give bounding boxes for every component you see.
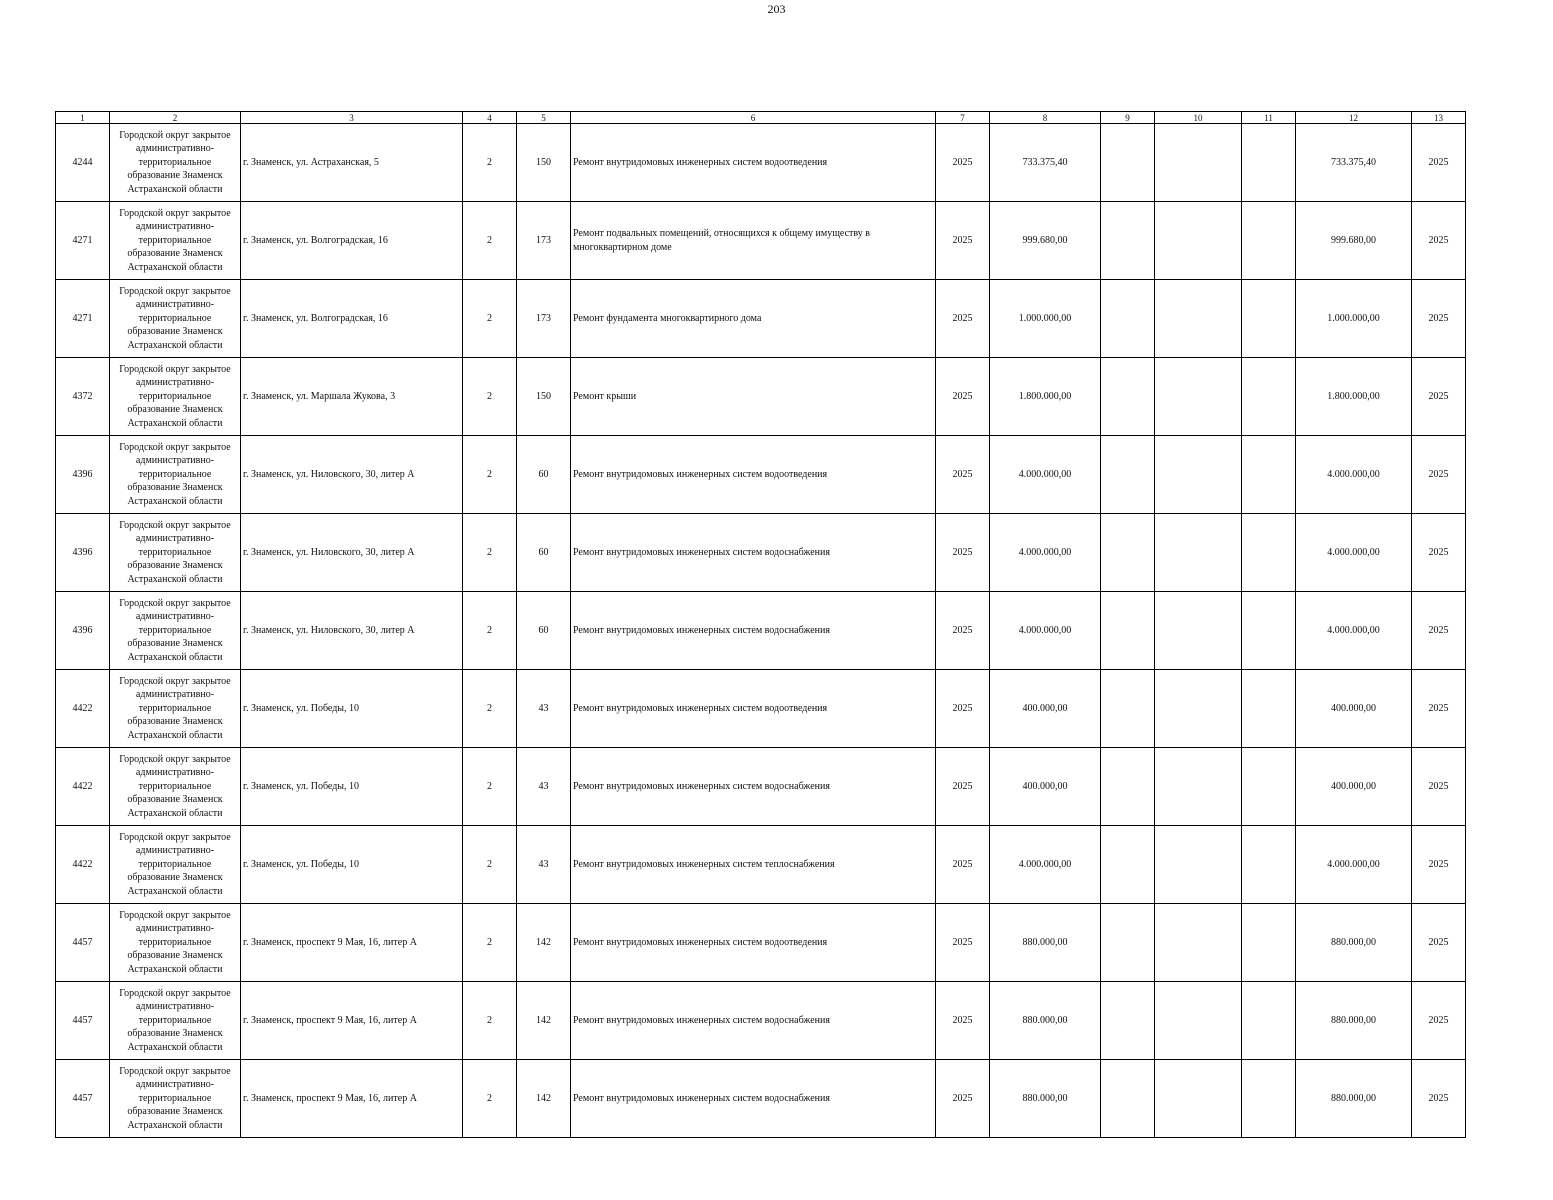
col10-cell <box>1155 982 1242 1060</box>
record-id-cell: 4457 <box>56 982 110 1060</box>
record-id-cell: 4372 <box>56 358 110 436</box>
municipality-cell: Городской округ закрытое административно-территориальное образование Знаменск Астраханской области <box>110 358 241 436</box>
completion-year-cell: 2025 <box>1412 592 1466 670</box>
total-cost-cell: 4.000.000,00 <box>1296 514 1412 592</box>
municipality-cell: Городской округ закрытое административно-территориальное образование Знаменск Астраханской области <box>110 592 241 670</box>
col5-cell: 43 <box>517 748 571 826</box>
col10-cell <box>1155 280 1242 358</box>
col11-cell <box>1242 1060 1296 1138</box>
year-cell: 2025 <box>936 202 990 280</box>
record-id-cell: 4422 <box>56 826 110 904</box>
table-row <box>56 826 1466 904</box>
year-cell: 2025 <box>936 358 990 436</box>
col4-cell: 2 <box>463 358 517 436</box>
table-row <box>56 514 1466 592</box>
col9-cell <box>1101 826 1155 904</box>
work-type-cell: Ремонт крыши <box>571 358 936 436</box>
column-header-7: 7 <box>936 112 990 124</box>
col9-cell <box>1101 514 1155 592</box>
col5-cell: 150 <box>517 124 571 202</box>
completion-year-cell: 2025 <box>1412 982 1466 1060</box>
year-cell: 2025 <box>936 904 990 982</box>
total-cost-cell: 4.000.000,00 <box>1296 436 1412 514</box>
address-cell: г. Знаменск, ул. Астраханская, 5 <box>241 124 463 202</box>
municipality-cell: Городской округ закрытое административно-территориальное образование Знаменск Астраханской области <box>110 1060 241 1138</box>
address-cell: г. Знаменск, ул. Волгоградская, 16 <box>241 202 463 280</box>
page-number: 203 <box>767 2 786 16</box>
municipality-cell: Городской округ закрытое административно-территориальное образование Знаменск Астраханской области <box>110 826 241 904</box>
cost-cell: 400.000,00 <box>990 670 1101 748</box>
column-header-4: 4 <box>463 112 517 124</box>
record-id-cell: 4396 <box>56 436 110 514</box>
col4-cell: 2 <box>463 592 517 670</box>
record-id-cell: 4396 <box>56 592 110 670</box>
address-cell: г. Знаменск, проспект 9 Мая, 16, литер А <box>241 982 463 1060</box>
year-cell: 2025 <box>936 1060 990 1138</box>
col11-cell <box>1242 904 1296 982</box>
work-type-cell: Ремонт внутридомовых инженерных систем водоснабжения <box>571 982 936 1060</box>
cost-cell: 1.800.000,00 <box>990 358 1101 436</box>
table-row <box>56 592 1466 670</box>
col11-cell <box>1242 826 1296 904</box>
col9-cell <box>1101 748 1155 826</box>
total-cost-cell: 880.000,00 <box>1296 982 1412 1060</box>
col11-cell <box>1242 124 1296 202</box>
address-cell: г. Знаменск, ул. Волгоградская, 16 <box>241 280 463 358</box>
col11-cell <box>1242 202 1296 280</box>
year-cell: 2025 <box>936 514 990 592</box>
col11-cell <box>1242 358 1296 436</box>
col9-cell <box>1101 202 1155 280</box>
year-cell: 2025 <box>936 982 990 1060</box>
record-id-cell: 4244 <box>56 124 110 202</box>
column-header-9: 9 <box>1101 112 1155 124</box>
col9-cell <box>1101 124 1155 202</box>
completion-year-cell: 2025 <box>1412 1060 1466 1138</box>
record-id-cell: 4422 <box>56 748 110 826</box>
col9-cell <box>1101 1060 1155 1138</box>
cost-cell: 4.000.000,00 <box>990 826 1101 904</box>
year-cell: 2025 <box>936 748 990 826</box>
col11-cell <box>1242 514 1296 592</box>
municipality-cell: Городской округ закрытое административно-территориальное образование Знаменск Астраханской области <box>110 436 241 514</box>
col4-cell: 2 <box>463 124 517 202</box>
column-header-6: 6 <box>571 112 936 124</box>
col10-cell <box>1155 826 1242 904</box>
address-cell: г. Знаменск, ул. Победы, 10 <box>241 748 463 826</box>
address-cell: г. Знаменск, ул. Ниловского, 30, литер А <box>241 436 463 514</box>
column-header-2: 2 <box>110 112 241 124</box>
municipality-cell: Городской округ закрытое административно-территориальное образование Знаменск Астраханской области <box>110 904 241 982</box>
column-number-row <box>56 112 1466 124</box>
column-header-3: 3 <box>241 112 463 124</box>
repair-program-table <box>55 111 1466 1138</box>
completion-year-cell: 2025 <box>1412 280 1466 358</box>
total-cost-cell: 733.375,40 <box>1296 124 1412 202</box>
col10-cell <box>1155 592 1242 670</box>
col5-cell: 142 <box>517 1060 571 1138</box>
table-row <box>56 1060 1466 1138</box>
column-header-13: 13 <box>1412 112 1466 124</box>
total-cost-cell: 880.000,00 <box>1296 904 1412 982</box>
column-header-10: 10 <box>1155 112 1242 124</box>
col9-cell <box>1101 670 1155 748</box>
address-cell: г. Знаменск, ул. Маршала Жукова, 3 <box>241 358 463 436</box>
municipality-cell: Городской округ закрытое административно-территориальное образование Знаменск Астраханской области <box>110 202 241 280</box>
col11-cell <box>1242 982 1296 1060</box>
total-cost-cell: 400.000,00 <box>1296 748 1412 826</box>
col10-cell <box>1155 1060 1242 1138</box>
table-row <box>56 982 1466 1060</box>
work-type-cell: Ремонт внутридомовых инженерных систем теплоснабжения <box>571 826 936 904</box>
work-type-cell: Ремонт внутридомовых инженерных систем водоснабжения <box>571 514 936 592</box>
address-cell: г. Знаменск, ул. Ниловского, 30, литер А <box>241 514 463 592</box>
col4-cell: 2 <box>463 670 517 748</box>
col4-cell: 2 <box>463 904 517 982</box>
col9-cell <box>1101 982 1155 1060</box>
col5-cell: 142 <box>517 982 571 1060</box>
col5-cell: 60 <box>517 592 571 670</box>
table-row <box>56 358 1466 436</box>
total-cost-cell: 999.680,00 <box>1296 202 1412 280</box>
col10-cell <box>1155 670 1242 748</box>
col10-cell <box>1155 514 1242 592</box>
col4-cell: 2 <box>463 514 517 592</box>
municipality-cell: Городской округ закрытое административно-территориальное образование Знаменск Астраханской области <box>110 670 241 748</box>
col5-cell: 142 <box>517 904 571 982</box>
total-cost-cell: 400.000,00 <box>1296 670 1412 748</box>
total-cost-cell: 4.000.000,00 <box>1296 592 1412 670</box>
year-cell: 2025 <box>936 436 990 514</box>
completion-year-cell: 2025 <box>1412 748 1466 826</box>
completion-year-cell: 2025 <box>1412 826 1466 904</box>
completion-year-cell: 2025 <box>1412 202 1466 280</box>
address-cell: г. Знаменск, ул. Ниловского, 30, литер А <box>241 592 463 670</box>
year-cell: 2025 <box>936 124 990 202</box>
column-header-5: 5 <box>517 112 571 124</box>
col4-cell: 2 <box>463 826 517 904</box>
table-body <box>56 124 1466 1138</box>
year-cell: 2025 <box>936 280 990 358</box>
col11-cell <box>1242 748 1296 826</box>
col4-cell: 2 <box>463 436 517 514</box>
column-header-1: 1 <box>56 112 110 124</box>
col4-cell: 2 <box>463 748 517 826</box>
table-row <box>56 202 1466 280</box>
total-cost-cell: 1.800.000,00 <box>1296 358 1412 436</box>
table-row <box>56 124 1466 202</box>
table-row <box>56 670 1466 748</box>
col10-cell <box>1155 436 1242 514</box>
address-cell: г. Знаменск, ул. Победы, 10 <box>241 670 463 748</box>
col11-cell <box>1242 436 1296 514</box>
col9-cell <box>1101 280 1155 358</box>
work-type-cell: Ремонт внутридомовых инженерных систем водоотведения <box>571 436 936 514</box>
col9-cell <box>1101 358 1155 436</box>
year-cell: 2025 <box>936 670 990 748</box>
completion-year-cell: 2025 <box>1412 436 1466 514</box>
col11-cell <box>1242 670 1296 748</box>
work-type-cell: Ремонт фундамента многоквартирного дома <box>571 280 936 358</box>
col4-cell: 2 <box>463 202 517 280</box>
year-cell: 2025 <box>936 592 990 670</box>
col5-cell: 150 <box>517 358 571 436</box>
cost-cell: 999.680,00 <box>990 202 1101 280</box>
record-id-cell: 4457 <box>56 904 110 982</box>
col9-cell <box>1101 592 1155 670</box>
completion-year-cell: 2025 <box>1412 514 1466 592</box>
table-row <box>56 436 1466 514</box>
completion-year-cell: 2025 <box>1412 904 1466 982</box>
total-cost-cell: 4.000.000,00 <box>1296 826 1412 904</box>
col5-cell: 60 <box>517 436 571 514</box>
cost-cell: 4.000.000,00 <box>990 436 1101 514</box>
col10-cell <box>1155 202 1242 280</box>
table-row <box>56 280 1466 358</box>
record-id-cell: 4271 <box>56 202 110 280</box>
municipality-cell: Городской округ закрытое административно-территориальное образование Знаменск Астраханской области <box>110 124 241 202</box>
col4-cell: 2 <box>463 982 517 1060</box>
cost-cell: 733.375,40 <box>990 124 1101 202</box>
address-cell: г. Знаменск, проспект 9 Мая, 16, литер А <box>241 904 463 982</box>
cost-cell: 1.000.000,00 <box>990 280 1101 358</box>
col5-cell: 173 <box>517 280 571 358</box>
work-type-cell: Ремонт внутридомовых инженерных систем водоотведения <box>571 124 936 202</box>
total-cost-cell: 880.000,00 <box>1296 1060 1412 1138</box>
cost-cell: 880.000,00 <box>990 1060 1101 1138</box>
completion-year-cell: 2025 <box>1412 124 1466 202</box>
col9-cell <box>1101 904 1155 982</box>
table-row <box>56 748 1466 826</box>
record-id-cell: 4396 <box>56 514 110 592</box>
cost-cell: 400.000,00 <box>990 748 1101 826</box>
col11-cell <box>1242 592 1296 670</box>
completion-year-cell: 2025 <box>1412 670 1466 748</box>
cost-cell: 4.000.000,00 <box>990 592 1101 670</box>
column-header-12: 12 <box>1296 112 1412 124</box>
col5-cell: 173 <box>517 202 571 280</box>
col10-cell <box>1155 904 1242 982</box>
municipality-cell: Городской округ закрытое административно-территориальное образование Знаменск Астраханской области <box>110 982 241 1060</box>
work-type-cell: Ремонт внутридомовых инженерных систем водоотведения <box>571 670 936 748</box>
record-id-cell: 4271 <box>56 280 110 358</box>
col10-cell <box>1155 124 1242 202</box>
col4-cell: 2 <box>463 1060 517 1138</box>
record-id-cell: 4422 <box>56 670 110 748</box>
col5-cell: 60 <box>517 514 571 592</box>
year-cell: 2025 <box>936 826 990 904</box>
completion-year-cell: 2025 <box>1412 358 1466 436</box>
col10-cell <box>1155 358 1242 436</box>
address-cell: г. Знаменск, проспект 9 Мая, 16, литер А <box>241 1060 463 1138</box>
work-type-cell: Ремонт подвальных помещений, относящихся к общему имуществу в многоквартирном доме <box>571 202 936 280</box>
column-header-11: 11 <box>1242 112 1296 124</box>
municipality-cell: Городской округ закрытое административно-территориальное образование Знаменск Астраханской области <box>110 748 241 826</box>
col9-cell <box>1101 436 1155 514</box>
col4-cell: 2 <box>463 280 517 358</box>
col10-cell <box>1155 748 1242 826</box>
col5-cell: 43 <box>517 826 571 904</box>
record-id-cell: 4457 <box>56 1060 110 1138</box>
column-header-8: 8 <box>990 112 1101 124</box>
work-type-cell: Ремонт внутридомовых инженерных систем водоснабжения <box>571 1060 936 1138</box>
col11-cell <box>1242 280 1296 358</box>
cost-cell: 880.000,00 <box>990 904 1101 982</box>
cost-cell: 880.000,00 <box>990 982 1101 1060</box>
cost-cell: 4.000.000,00 <box>990 514 1101 592</box>
work-type-cell: Ремонт внутридомовых инженерных систем водоотведения <box>571 904 936 982</box>
municipality-cell: Городской округ закрытое административно-территориальное образование Знаменск Астраханской области <box>110 280 241 358</box>
work-type-cell: Ремонт внутридомовых инженерных систем водоснабжения <box>571 592 936 670</box>
municipality-cell: Городской округ закрытое административно-территориальное образование Знаменск Астраханской области <box>110 514 241 592</box>
col5-cell: 43 <box>517 670 571 748</box>
work-type-cell: Ремонт внутридомовых инженерных систем водоснабжения <box>571 748 936 826</box>
total-cost-cell: 1.000.000,00 <box>1296 280 1412 358</box>
address-cell: г. Знаменск, ул. Победы, 10 <box>241 826 463 904</box>
table-row <box>56 904 1466 982</box>
